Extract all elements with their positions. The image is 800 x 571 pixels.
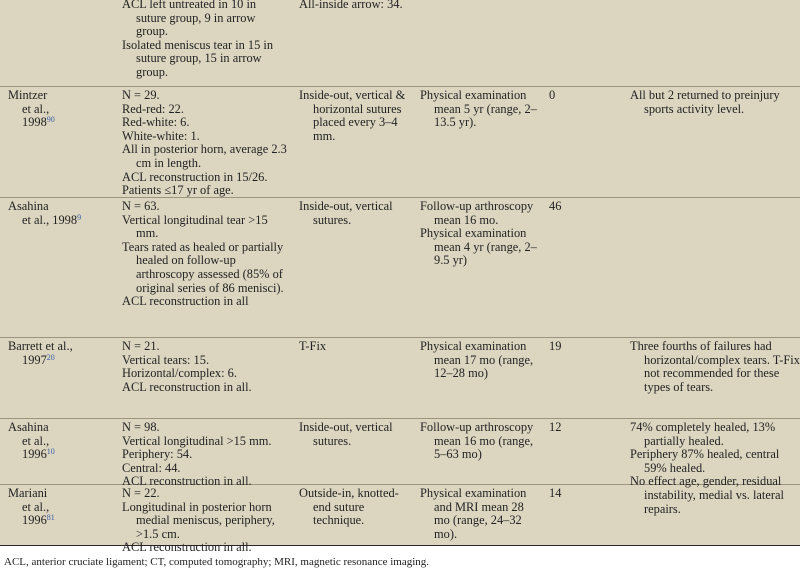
cell-line: ACL left untreated in 10 in suture group, 9 in arrow group. xyxy=(122,0,257,39)
results-cell xyxy=(630,340,800,394)
tear-characteristics-cell xyxy=(122,200,288,309)
cell-line: Periphery: 54. xyxy=(122,447,193,462)
table-footnote: ACL, anterior cruciate ligament; CT, computed tomography; MRI, magnetic resonance imaging. xyxy=(4,556,430,568)
count-cell: 14 xyxy=(549,486,562,500)
reference-link[interactable]: 20 xyxy=(46,352,55,362)
study-line: et al., 1998 xyxy=(22,212,78,227)
technique-cell xyxy=(299,340,412,354)
study-cell xyxy=(8,487,111,528)
study-cell xyxy=(8,89,111,130)
study-line: 1998 xyxy=(22,115,47,130)
follow-up-cell xyxy=(420,89,538,130)
cell-line: White-white: 1. xyxy=(122,128,200,143)
tear-characteristics-cell xyxy=(122,421,288,489)
study-line: Mintzer xyxy=(8,88,48,102)
reference-link[interactable]: 90 xyxy=(46,115,55,125)
tear-characteristics-cell xyxy=(122,89,288,198)
cell-line: 74% completely healed, 13% partially healed. xyxy=(630,420,776,448)
cell-line: N = 22. xyxy=(122,486,160,500)
study-cell xyxy=(8,421,111,462)
cell-line: Inside-out, vertical sutures. xyxy=(299,420,393,448)
technique-cell xyxy=(299,421,412,448)
study-line: 1997 xyxy=(22,352,47,367)
tear-characteristics-cell xyxy=(122,0,288,80)
reference-link[interactable]: 9 xyxy=(77,212,82,222)
cell-line: Physical examination mean 17 mo (range, 12–28 mo) xyxy=(420,339,534,381)
cell-line: N = 98. xyxy=(122,420,160,434)
technique-cell xyxy=(299,487,412,528)
cell-line: All-inside arrow: 34. xyxy=(299,0,403,11)
follow-up-cell xyxy=(420,200,538,268)
study-line: Asahina xyxy=(8,420,49,434)
cell-line: Physical examination mean 5 yr (range, 2–13.5 yr). xyxy=(420,88,537,130)
count-cell: 19 xyxy=(549,339,562,353)
cell-line: Vertical longitudinal >15 mm. xyxy=(122,433,272,448)
cell-line: N = 21. xyxy=(122,339,160,353)
cell-line: Central: 44. xyxy=(122,460,181,475)
cell-line: Three fourths of failures had horizontal/complex tears. T-Fix not recommended for these types of tears. xyxy=(630,339,800,394)
cell-line: No effect age, gender, residual instability, medial vs. lateral repairs. xyxy=(630,474,784,516)
count-cell: 46 xyxy=(549,199,562,213)
study-cell xyxy=(8,200,111,227)
cell-line: Red-red: 22. xyxy=(122,101,184,116)
results-cell xyxy=(630,89,800,116)
cell-line: Periphery 87% healed, central 59% healed. xyxy=(630,447,780,475)
reference-link[interactable]: 81 xyxy=(46,513,55,523)
study-line: et al., xyxy=(22,433,50,448)
study-line: Mariani xyxy=(8,486,48,500)
cell-line: All in posterior horn, average 2.3 cm in length. xyxy=(122,142,287,170)
row-divider xyxy=(0,197,800,198)
tear-characteristics-cell xyxy=(122,487,288,555)
study-line: et al., xyxy=(22,101,50,116)
cell-line: Outside-in, knotted-end suture technique. xyxy=(299,486,399,528)
row-divider xyxy=(0,418,800,419)
results-cell xyxy=(630,421,800,516)
cell-line: ACL reconstruction in all. xyxy=(122,474,252,489)
follow-up-cell xyxy=(420,340,538,381)
follow-up-cell xyxy=(420,487,538,541)
cell-line: Inside-out, vertical & horizontal sutures placed every 3–4 mm. xyxy=(299,88,406,143)
cell-line: Vertical tears: 15. xyxy=(122,352,210,367)
cell-line: Patients ≤17 yr of age. xyxy=(122,183,234,198)
cell-line: ACL reconstruction in all. xyxy=(122,379,252,394)
technique-cell xyxy=(299,200,412,227)
follow-up-cell xyxy=(420,421,538,462)
study-line: Asahina xyxy=(8,199,49,213)
cell-line: ACL reconstruction in all. xyxy=(122,540,252,555)
table-bottom-rule xyxy=(0,545,800,546)
cell-line: Inside-out, vertical sutures. xyxy=(299,199,393,227)
cell-line: Physical examination and MRI mean 28 mo (range, 24–32 mo). xyxy=(420,486,527,541)
cell-line: Physical examination mean 4 yr (range, 2–9.5 yr) xyxy=(420,226,537,268)
cell-line: T-Fix xyxy=(299,339,327,353)
cell-line: Follow-up arthroscopy mean 16 mo. xyxy=(420,199,534,227)
row-divider xyxy=(0,86,800,87)
study-line: et al., xyxy=(22,499,50,514)
technique-cell xyxy=(299,89,412,143)
cell-line: Red-white: 6. xyxy=(122,115,190,130)
cell-line: Tears rated as healed or partially healed on follow-up arthroscopy assessed (85% of original series of 86 menisci). xyxy=(122,239,284,295)
cell-line: N = 63. xyxy=(122,199,160,213)
cell-line: Vertical longitudinal tear >15 mm. xyxy=(122,212,268,241)
count-cell: 12 xyxy=(549,420,562,434)
study-line: 1996 xyxy=(22,513,47,528)
cell-line: All but 2 returned to preinjury sports activity level. xyxy=(630,88,780,116)
technique-cell xyxy=(299,0,412,12)
cell-line: N = 29. xyxy=(122,88,160,102)
row-divider xyxy=(0,337,800,338)
study-cell xyxy=(8,340,111,367)
cell-line: Follow-up arthroscopy mean 16 mo (range, 5–63 mo) xyxy=(420,420,534,462)
cell-line: Isolated meniscus tear in 15 in suture group, 15 in arrow group. xyxy=(122,37,274,79)
cell-line: Horizontal/complex: 6. xyxy=(122,366,237,381)
cell-line: ACL reconstruction in all xyxy=(122,294,249,309)
tear-characteristics-cell xyxy=(122,340,288,394)
cell-line: ACL reconstruction in 15/26. xyxy=(122,169,268,184)
cell-line: Longitudinal in posterior horn medial meniscus, periphery, >1.5 cm. xyxy=(122,499,275,541)
count-cell: 0 xyxy=(549,88,556,102)
study-line: 1996 xyxy=(22,447,47,462)
reference-link[interactable]: 10 xyxy=(46,447,55,457)
study-line: Barrett et al., xyxy=(8,339,73,353)
